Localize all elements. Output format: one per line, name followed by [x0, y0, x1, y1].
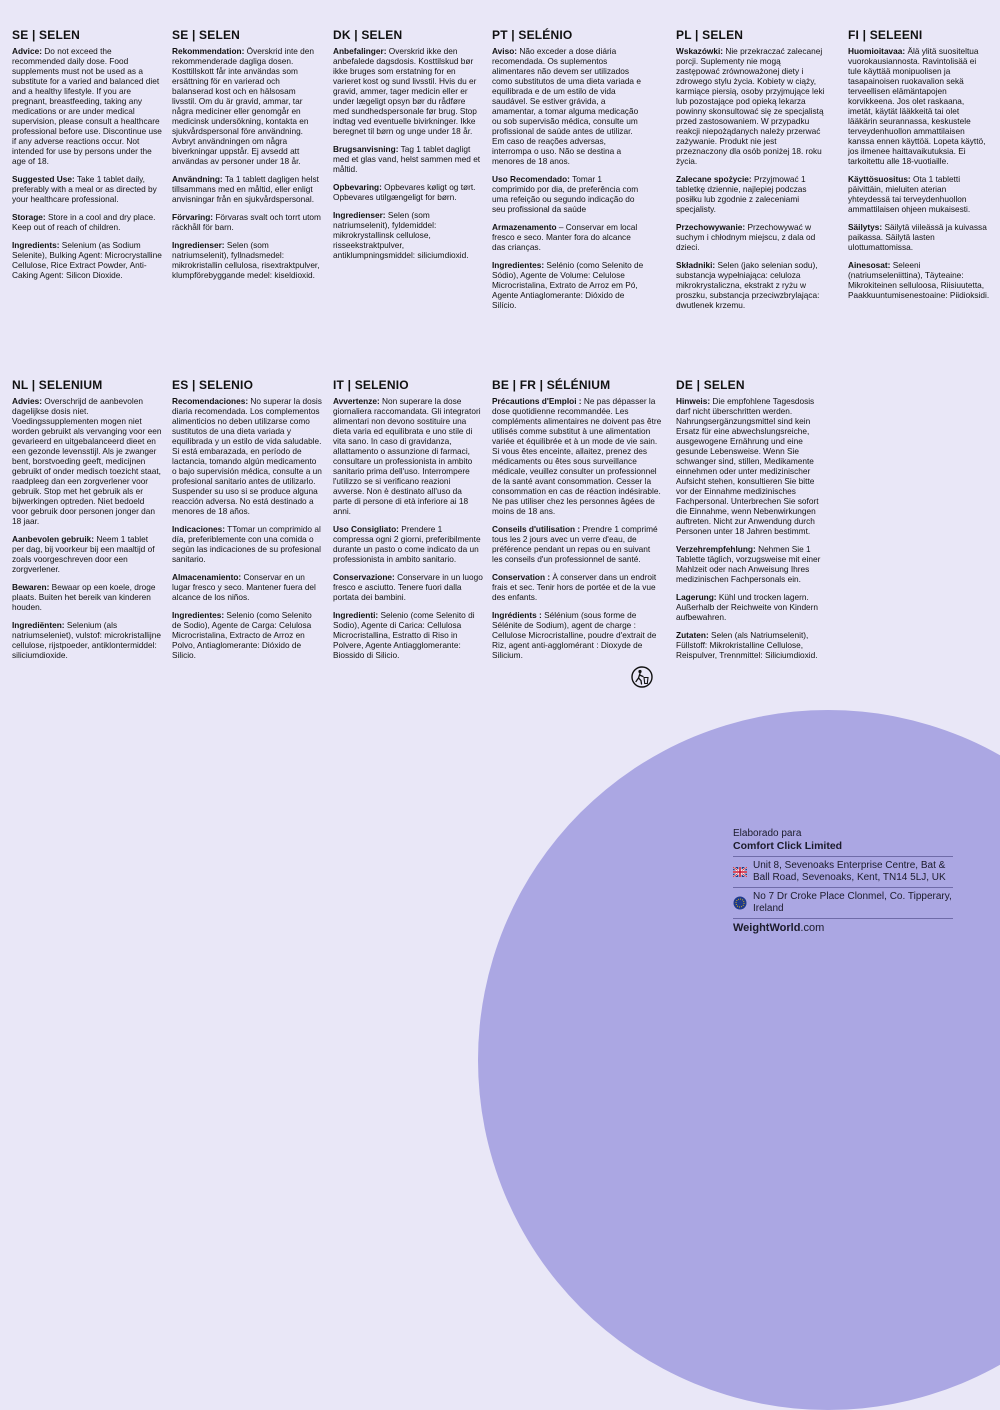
- advice-paragraph: Huomioitavaa: Älä ylitä suositeltua vuorokausiannosta. Ravintolisää ei tule käyttää monipuolisen ja tasapainoisen ruokavalion sekä terveellisen elämäntapojen korvikkeena. Jos olet raskaana, imetät, käytät lääkkeitä tai olet lääkärin seurannassa, keskustele terveydenhuollon ammattilaisen kanssa ennen käyttöä. Lopeta käyttö, jos ilmenee haittavaikutuksia. Ei tarkoitettu alle 18-vuotiaille.: [848, 46, 986, 166]
- storage-paragraph: Armazenamento – Conservar em local fresco e seco. Manter fora do alcance das crianças.: [492, 222, 638, 252]
- advice-paragraph: Avvertenze: Non superare la dose giornaliera raccomandata. Gli integratori alimentari non devono sostituire una dieta varia ed equilibrata e uno stile di vita sano. In caso di gravidanza, allattamento o assunzione di farmaci, consultare un professionista in ambito sanitario prima dell'uso. Interrompere l'utilizzo se si verificano reazioni avverse. Non è destinato all'uso da parte di persone di età inferiore ai 18 anni.: [333, 396, 481, 516]
- usage-paragraph: Käyttösuositus: Ota 1 tabletti päivittäin, mieluiten aterian yhteydessä tai terveydenhuollon ammattilaisen ohjeen mukaisesti.: [848, 174, 971, 214]
- usage-paragraph: Aanbevolen gebruik: Neem 1 tablet per dag, bij voorkeur bij een maaltijd of zoals voorgeschreven door een zorgverlener.: [12, 534, 155, 574]
- uk-address-row: [733, 856, 953, 887]
- ingredients-paragraph: Ingredienser: Selen (som natriumselenit), fyllnadsmedel: mikrokristallin cellulosa, risextraktpulver, klumpförebyggande medel: kiseldioxid.: [172, 240, 320, 280]
- usage-paragraph: Uso Recomendado: Tomar 1 comprimido por dia, de preferência com uma refeição ou segundo indicação do seu profissional da saúde: [492, 174, 639, 214]
- usage-paragraph: Suggested Use: Take 1 tablet daily, preferably with a meal or as directed by your healthcare professional.: [12, 174, 157, 204]
- advice-paragraph: Advice: Do not exceed the recommended daily dose. Food supplements must not be used as a substitute for a varied and balanced diet and a healthy lifestyle. If you are pregnant, breastfeeding, taking any medications or are under medical supervision, please consult a healthcare professional before use. Discontinue use if any adverse reactions occur. Not intended for use by persons under the age of 18.: [12, 46, 162, 166]
- ingredients-paragraph: Ingredientes: Selénio (como Selenito de Sódio), Agente de Volume: Celulose Microcristalina, Extrato de Arroz em Pó, Agente Antiaglomerante: Dióxido de Silício.: [492, 260, 644, 310]
- ingredients-paragraph: Składniki: Selen (jako selenian sodu), substancja wypełniająca: celuloza mikrokrystaliczna, ekstrakt z ryżu w proszku, substancja przeciwzbrylająca: dwutlenek krzemu.: [676, 260, 820, 310]
- decorative-circle: [478, 710, 1000, 1410]
- storage-paragraph: Conservazione: Conservare in un luogo fresco e asciutto. Tenere fuori dalla portata dei bambini.: [333, 572, 483, 602]
- section-pt: [492, 28, 644, 318]
- storage-paragraph: Förvaring: Förvaras svalt och torrt utom räckhåll för barn.: [172, 212, 321, 232]
- advice-paragraph: Rekommendation: Överskrid inte den rekommenderade dagliga dosen. Kosttillskott får inte användas som ersättning för en varierad och balanserad kost och en hälsosam livsstil. Om du är gravid, ammar, tar några mediciner eller genomgår en medicinsk undersökning, kontakta en sjukvårdspersonal före användning. Avbryt användningen om några biverkningar uppstår. Ej avsedd att användas av personer under 18 år.: [172, 46, 315, 166]
- section-de: [676, 378, 826, 668]
- made-for-label: Elaborado para: [733, 828, 802, 839]
- ie-address-row: [733, 887, 953, 918]
- usage-paragraph: Indicaciones: TTomar un comprimido al día, preferiblemente con una comida o según las indicaciones de su profesional sanitario.: [172, 524, 321, 564]
- advice-paragraph: Advies: Overschrijd de aanbevolen dagelijkse dosis niet. Voedingssupplementen mogen niet worden gebruikt als vervanging voor een gevarieerd en uitgebalanceerd dieet en een gezonde levensstijl. Als je zwanger bent, borstvoeding geeft, medicijnen gebruikt of onder medisch toezicht staat, raadpleeg dan een zorgverlener voor gebruik. Stop met het gebruik als er bijwerkingen optreden. Niet bedoeld voor gebruik door personen jonger dan 18 jaar.: [12, 396, 162, 526]
- section-heading: IT | SELENIO: [333, 378, 409, 392]
- section-heading: BE | FR | SÉLÉNIUM: [492, 378, 611, 392]
- storage-paragraph: Almacenamiento: Conservar en un lugar fresco y seco. Mantener fuera del alcance de los niños.: [172, 572, 316, 602]
- advice-paragraph: Hinweis: Die empfohlene Tagesdosis darf nicht überschritten werden. Nahrungsergänzungsmittel sind kein Ersatz für eine abwechslungsreiche, ausgewogene Ernährung und eine gesunde Lebensweise. Wenn Sie schwanger sind, stillen, Medikamente einnehmen oder unter medizinischer Aufsicht stehen, konsultieren Sie bitte vor der Einnahme medizinisches Fachpersonal. Unterbrechen Sie sofort die Einnahme, wenn Nebenwirkungen auftreten. Nicht zur Anwendung durch Personen unter 18 Jahren bestimmt.: [676, 396, 819, 536]
- storage-paragraph: Conservation : À conserver dans un endroit frais et sec. Tenir hors de portée et de la vue des enfants.: [492, 572, 657, 602]
- usage-paragraph: Verzehrempfehlung: Nehmen Sie 1 Tablette täglich, vorzugsweise mit einer Mahlzeit oder nach Anweisung Ihres medizinischen Fachpersonals ein.: [676, 544, 821, 584]
- section-heading: DE | SELEN: [676, 378, 745, 392]
- ie-address: No 7 Dr Croke Place Clonmel, Co. Tipperary, Ireland: [753, 891, 952, 914]
- uk-flag-icon: [733, 867, 747, 877]
- storage-paragraph: Storage: Store in a cool and dry place. Keep out of reach of children.: [12, 212, 156, 232]
- section-heading: FI | SELEENI: [848, 28, 923, 42]
- ingredients-paragraph: Ingrédients : Sélénium (sous forme de Sélénite de Sodium), agent de charge : Cellulose Microcristalline, poudre d'extrait de Riz, agent anti-agglomérant : Dioxyde de Silicium.: [492, 610, 657, 660]
- usage-paragraph: Conseils d'utilisation : Prendre 1 comprimé tous les 2 jours avec un verre d'eau, de préférence pendant un repas ou en suivant les conseils d'un professionnel de santé.: [492, 524, 658, 564]
- usage-paragraph: Zalecane spożycie: Przyjmować 1 tabletkę dziennie, najlepiej podczas posiłku lub zgodnie z zaleceniami specjalisty.: [676, 174, 807, 214]
- ingredients-paragraph: Ingredienti: Selenio (come Selenito di Sodio), Agente di Carica: Cellulosa Microcristallina, Estratto di Riso in Polvere, Agente Antiagglomerante: Biossido di Silicio.: [333, 610, 475, 660]
- eu-flag-icon: [733, 896, 747, 910]
- storage-paragraph: Lagerung: Kühl und trocken lagern. Außerhalb der Reichweite von Kindern aufbewahren.: [676, 592, 819, 622]
- usage-paragraph: Användning: Ta 1 tablett dagligen helst tillsammans med en måltid, eller enligt anvisningar från en sjukvårdspersonal.: [172, 174, 319, 204]
- section-nl: [12, 378, 162, 668]
- section-heading: NL | SELENIUM: [12, 378, 103, 392]
- uk-address: Unit 8, Sevenoaks Enterprise Centre, Bat & Ball Road, Sevenoaks, Kent, TN14 5LJ, UK: [753, 860, 946, 883]
- section-heading: PL | SELEN: [676, 28, 744, 42]
- section-it: [333, 378, 483, 668]
- section-dk: [333, 28, 483, 268]
- advice-paragraph: Aviso: Não exceder a dose diária recomendada. Os suplementos alimentares não devem ser utilizados como substitutos de uma dieta variada e equilibrada e de um estilo de vida saudável. Se estiver grávida, a amamentar, a tomar alguma medicação ou sob supervisão médica, consulte um profissional de saúde antes de utilizar. Em caso de reações adversas, interrompa o uso. Não se destina a menores de 18 anos.: [492, 46, 641, 166]
- ingredients-paragraph: Ingrediënten: Selenium (als natriumseleniet), vulstof: microkristallijne cellulose, rijstpoeder, antiklontermiddel: siliciumdioxide.: [12, 620, 161, 660]
- brand-name: WeightWorld.com: [733, 918, 953, 934]
- advice-paragraph: Précautions d'Emploi : Ne pas dépasser la dose quotidienne recommandée. Les compléments alimentaires ne doivent pas être utilisés comme substitut à une alimentation variée et équilibrée et à un mode de vie sain. Si vous êtes enceinte, allaitez, prenez des médicaments ou êtes sous surveillance médicale, veuillez consulter un professionnel de la santé avant consommation. Cesser la consommation en cas de réaction indésirable. Ne pas utiliser chez les personnes âgées de moins de 18 ans.: [492, 396, 662, 516]
- section-be-fr: [492, 378, 662, 668]
- usage-paragraph: Uso Consigliato: Prendere 1 compressa ogni 2 giorni, preferibilmente durante un pasto o come indicato da un professionista in ambito sanitario.: [333, 524, 481, 564]
- section-heading: PT | SELÉNIO: [492, 28, 573, 42]
- section-heading: ES | SELENIO: [172, 378, 254, 392]
- ingredients-paragraph: Zutaten: Selen (als Natriumselenit), Füllstoff: Mikrokristalline Cellulose, Reispulver, Trennmittel: Siliciumdioxid.: [676, 630, 818, 660]
- usage-paragraph: Brugsanvisning: Tag 1 tablet dagligt med et glas vand, helst sammen med et måltid.: [333, 144, 481, 174]
- section-se-swedish: [172, 28, 322, 288]
- ingredients-paragraph: Ainesosat: Seleeni (natriumseleniittina), Täyteaine: Mikrokiteinen selluloosa, Riisiuutetta, Paakkuuntumisenestoaine: Piidioksidi.: [848, 260, 990, 300]
- company-name: Comfort Click Limited: [733, 840, 843, 852]
- storage-paragraph: Bewaren: Bewaar op een koele, droge plaats. Buiten het bereik van kinderen houden.: [12, 582, 156, 612]
- ingredients-paragraph: Ingredienser: Selen (som natriumselenit), fyldemiddel: mikrokrystallinsk cellulose, risseekstraktpulver, antiklumpningsmiddel: siliciumdioxid.: [333, 210, 469, 260]
- advice-paragraph: Anbefalinger: Overskrid ikke den anbefalede dagsdosis. Kosttilskud bør ikke bruges som erstatning for en varieret kost og sund livsstil. Hvis du er gravid, ammer, tager medicin eller er under lægeligt opsyn bør du rådføre med sundhedspersonale før brug. Stop indtag ved eventuelle bivirkninger. Ikke beregnet til børn og unge under 18 år.: [333, 46, 477, 136]
- section-heading: SE | SELEN: [12, 28, 81, 42]
- ingredients-paragraph: Ingredients: Selenium (as Sodium Selenite), Bulking Agent: Microcrystalline Cellulose, Rice Extract Powder, Anti-Caking Agent: Silicon Dioxide.: [12, 240, 162, 280]
- storage-paragraph: Säilytys: Säilytä viileässä ja kuivassa paikassa. Säilytä lasten ulottumattomissa.: [848, 222, 987, 252]
- ingredients-paragraph: Ingredientes: Selenio (como Selenito de Sodio), Agente de Carga: Celulosa Microcristalina, Extracto de Arroz en Polvo, Antiaglomerante: Dióxido de Silicio.: [172, 610, 312, 660]
- storage-paragraph: Przechowywanie: Przechowywać w suchym i chłodnym miejscu, z dala od dzieci.: [676, 222, 816, 252]
- section-fi: [848, 28, 990, 308]
- section-heading: DK | SELEN: [333, 28, 403, 42]
- tidyman-icon: [631, 666, 653, 688]
- section-es: [172, 378, 322, 668]
- storage-paragraph: Opbevaring: Opbevares køligt og tørt. Opbevares utilgængeligt for børn.: [333, 182, 476, 202]
- section-se-english: [12, 28, 162, 288]
- manufacturer-info: [733, 828, 953, 934]
- section-pl: [676, 28, 826, 318]
- advice-paragraph: Wskazówki: Nie przekraczać zalecanej porcji. Suplementy nie mogą zastępować zrównoważonej diety i zdrowego stylu życia. Kobiety w ciąży, karmiące piersią, osoby przyjmujące leki lub pozostające pod opieką lekarza powinny skonsultować się ze specjalistą przed zastosowaniem. W przypadku reakcji niepożądanych należy przerwać zażywanie. Produkt nie jest przeznaczony dla osób poniżej 18. roku życia.: [676, 46, 825, 166]
- advice-paragraph: Recomendaciones: No superar la dosis diaria recomendada. Los complementos alimenticios no deben utilizarse como sustitutos de una dieta variada y equilibrada y un estilo de vida saludable. Si está embarazada, en período de lactancia, tomando algún medicamento o bajo supervisión médica, consulte a un profesional sanitario antes de utilizarlo. Suspender su uso si se produce alguna reacción adversa. No está destinado a menores de 18 años.: [172, 396, 322, 516]
- section-heading: SE | SELEN: [172, 28, 241, 42]
